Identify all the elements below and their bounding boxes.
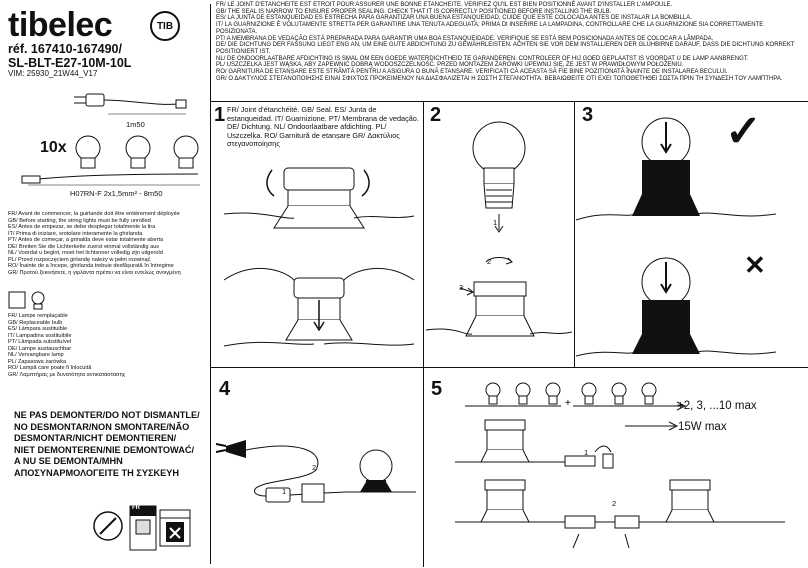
max-power-text: 15W max — [678, 421, 727, 433]
grid-line — [423, 101, 424, 367]
notice-line: IT/ LA GUARNIZIONE È VOLUTAMENTE STRETTA PER GARANTIRE UNA TENUTA ADEGUATA; PRIMA DI INSERIRE LA LAMPADINA, CONTROLLARE CHE LA GUARNIZIONE SIA CORRETTAMENTE POSIZIONATA. — [216, 22, 764, 35]
step-1-text: FR/ Joint d'étanchéité. GB/ Seal. ES/ Junta de estanqueidad. IT/ Guarnizione. PT/ Membrana de vedação. DE/ Dichtung. NL/ Ondoorlaatbare afdichting. PL/ Uszczelka. RO/ Garnitură de etanșare GR/ Δακτύλιος στεγανοποίησης — [227, 105, 419, 148]
step-4-label-2: 2 — [312, 463, 317, 472]
step-5-label-2: 2 — [612, 499, 617, 508]
replaceable-item: PL/ Zapasowa żarówka — [8, 358, 67, 365]
instruction-item: GR/ Προτού ξεκινήσετε, η γιρλάντα πρέπει να είναι εντελώς ανοιγμένη — [8, 269, 181, 276]
replaceable-item: DE/ Lampe austauschbar — [8, 345, 72, 352]
grid-line — [211, 101, 808, 102]
instruction-item: DE/ Breiten Sie die Lichterkette zuerst einmal vollständig aus — [8, 243, 160, 250]
cable-spec: H07RN-F 2x1,5mm² - 8m50 — [70, 189, 163, 198]
instruction-item: PL/ Przed rozpoczęciem girlandę należy w pełni rozwinąć — [8, 256, 151, 263]
warning-line: A NU SE DEMONTA/MHN — [14, 456, 123, 466]
panel-divider — [210, 4, 211, 564]
replaceable-item: GB/ Replaceable bulb — [8, 319, 63, 326]
warning-line: ΑΠΟΣΥΝΑΡΜΟΛΟΓΕΙΤΕ ΤΗ ΣΥΣΚΕΥΗ — [14, 467, 180, 478]
fr-badge: FR — [132, 505, 140, 511]
product-diagram — [8, 80, 208, 200]
cable-length-label: 1m50 — [126, 120, 145, 129]
bulb-count: 10x — [40, 139, 67, 156]
notice-line: DE/ DIE DICHTUNG DER FASSUNG LIEGT ENG AN, UM EINE GUTE ABDICHTUNG ZU GEWÄHRLEISTEN. ACHTEN SIE VOR DEM INSTALLIEREN DER GLÜHBIRNE DARAUF, DASS DIE DICHTUNG KORREKT POSITIONIERT IST. — [216, 42, 795, 55]
notice-line: PL/ USZCZELKA JEST WĄSKA, ABY ZAPEWNIĆ DOBRĄ WODOSZCZELNOŚĆ. PRZED MONTAŻEM ŻARÓWKI UPEWNIJ SIĘ, ŻE JEST W PRAWIDŁOWYM POŁOŻENIU. — [216, 62, 684, 69]
notice-line: RO/ GARNITURA DE ETANȘARE ESTE STRÂMTĂ PENTRU A ASIGURA O BUNĂ ETANȘARE. VERIFICAȚI CĂ ACEASTA SĂ FIE BINE POZIȚIONATĂ ÎNAINTE DE INSTALAREA BECULUI. — [216, 69, 728, 76]
instruction-item: RO/ Înainte de a începe, ghirlanda trebuie desfășurată în întregime — [8, 263, 174, 269]
instruction-item: FR/ Avant de commencer, la guirlande doit être entièrement déployée — [8, 211, 180, 217]
step-1-diagram — [214, 150, 419, 365]
step-1-number: 1 — [214, 104, 226, 126]
instruction-item: GB/ Before starting, the string lights must be fully unrolled — [8, 217, 151, 224]
cross-icon: ✕ — [744, 250, 766, 280]
notice-line: PT/ A MEMBRANA DE VEDAÇÃO ESTÁ PREPARADA PARA GARANTIR UMA BOA ESTANQUEIDADE. VERIFIQUE SE ESTÁ BEM POSICIONADA ANTES DE COLOCAR A LÂMPADA. — [216, 35, 714, 42]
vim-code: VIM: 25930_21W44_V17 — [8, 69, 98, 78]
dismantle-warning — [14, 410, 200, 479]
svg-text:+: + — [565, 398, 571, 409]
notice-line: GB/ THE SEAL IS NARROW TO ENSURE PROPER SEALING. CHECK THAT IT IS CORRECTLY POSITIONED BEFORE INSTALLING THE BULB. — [216, 8, 612, 15]
reference — [8, 42, 131, 70]
warning-line: NO DESMONTAR/NON SMONTARE/NÃO — [14, 421, 190, 432]
notice-line: GR/ Ο ΔΑΚΤΥΛΙΟΣ ΣΤΕΓΑΝΟΠΟΙΗΣΗΣ ΕΙΝΑΙ ΣΦΙΧΤΟΣ ΠΡΟΚΕΙΜΕΝΟΥ ΝΑ ΔΙΑΣΦΑΛΙΖΕΤΑΙ Η ΣΩΣΤΗ ΣΤΕΓΑΝΟΤΗΤΑ. ΒΕΒΑΙΩΘΕΙΤΕ ΟΤΙ ΕΧΕΙ ΤΟΠΟΘΕΤΗΘΕΙ ΣΩΣΤΑ ΠΡΙΝ ΤΗ ΣΥΝΔΕΣΗ ΤΟΥ ΛΑΜΠΤΗΡΑ. — [216, 75, 783, 82]
ref-line-2: SL-BLT-E27-10M-10L — [8, 56, 132, 70]
step-3-number: 3 — [582, 104, 594, 126]
step-2-label-3: 3 — [459, 283, 464, 292]
step-2-number: 2 — [430, 104, 442, 126]
grid-line — [423, 367, 424, 567]
replaceable-item: IT/ Lampadina sostituibile — [8, 332, 72, 339]
step-4-diagram — [216, 400, 421, 550]
step-4-number: 4 — [219, 378, 231, 400]
replaceable-item: ES/ Lámpara sustituible — [8, 326, 68, 332]
instruction-item: IT/ Prima di iniziare, srotolare interamente la ghirlanda — [8, 230, 143, 237]
brand-mark-icon: TIB — [150, 11, 180, 41]
step-2-label-2: 2 — [487, 257, 492, 266]
check-icon: ✓ — [725, 107, 762, 156]
replaceable-item: PT/ Lâmpada substituível — [8, 339, 72, 345]
notice-line: NL/ DE ONDOORLAATBARE AFDICHTING IS SMAL OM EEN GOEDE WATERDICHTHEID TE GARANDEREN. CONTROLEER OF HIJ GOED GEPLAATST IS VOORDAT U DE LAMP AANBRENGT. — [216, 55, 749, 62]
step-5-number: 5 — [431, 378, 443, 400]
warning-line: NIET DEMONTEREN/NIE DEMONTOWAĆ/ — [14, 444, 195, 455]
warning-line: NE PAS DEMONTER/DO NOT DISMANTLE/ — [14, 410, 200, 420]
replaceable-item: NL/ Vervangbare lamp — [8, 352, 64, 358]
notice-line: FR/ LE JOINT D'ETANCHEITE EST ETROIT POUR ASSURER UNE BONNE ETANCHEITE. VERIFIEZ QU'IL EST BIEN POSITIONNÉ AVANT D'INSTALLER L'AMPOULE. — [216, 2, 673, 8]
instruction-item: ES/ Antes de empezar, se debe desplegar totalmente la tira — [8, 224, 156, 230]
brand-logo: tibelec — [8, 6, 113, 44]
grid-line — [211, 367, 808, 368]
ref-line-1: réf. 167410-167490/ — [8, 42, 122, 56]
instruction-item: NL/ Voordat u begint, moet het lichtsnoer volledig zijn uitgerold — [8, 250, 163, 256]
replaceable-item: GR/ Λαμπτήρας με δυνατότητα αντικατάστασης — [8, 371, 126, 378]
grid-line — [574, 101, 575, 367]
step-2-diagram — [426, 110, 572, 365]
seal-notice — [216, 2, 804, 82]
warning-line: DESMONTAR/NICHT DEMONTIEREN/ — [14, 433, 177, 443]
instruction-item: PT/ Antes de começar, a grinalda deve estar totalmente aberta — [8, 237, 164, 243]
step-4-label-1: 1 — [282, 487, 287, 496]
replaceable-item: FR/ Lampe remplaçable — [8, 313, 68, 319]
replaceable-item: RO/ Lampă care poate fi înlocuită — [8, 365, 92, 371]
step-2-label-1: 1 — [493, 218, 498, 227]
recycling-icons — [90, 504, 200, 554]
max-bulbs-text: +2, 3, ...10 max — [677, 400, 757, 412]
notice-line: ES/ LA JUNTA DE ESTANQUEIDAD ES ESTRECHA PARA GARANTIZAR UNA BUENA ESTANQUEIDAD, CUIDE QUE ESTÉ COLOCADA ANTES DE INSTALAR LA BOMBILLA. — [216, 15, 692, 22]
instructions-list — [8, 211, 208, 276]
replaceable-list — [8, 313, 208, 378]
bulb-replace-icon — [8, 288, 48, 312]
step-5-label-1: 1 — [584, 448, 589, 457]
